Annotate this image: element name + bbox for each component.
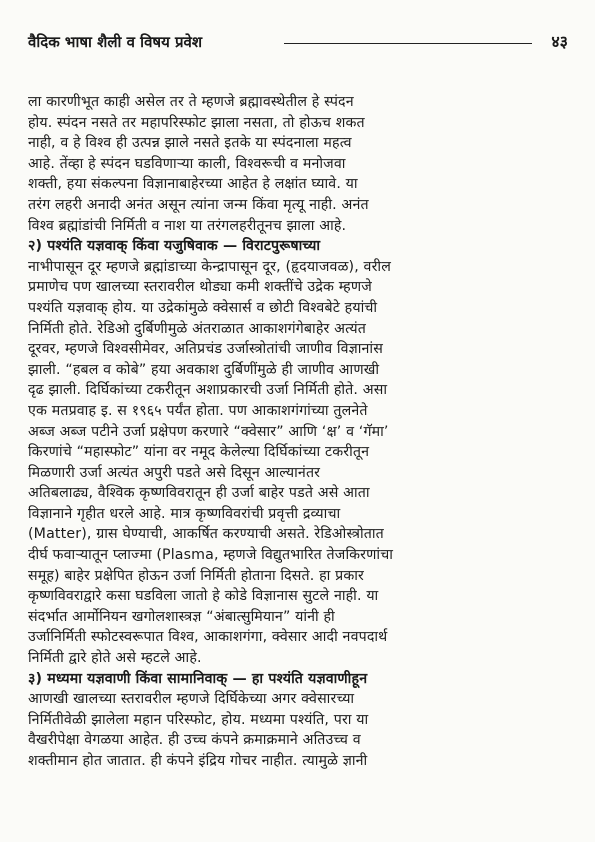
- text-line: एक मतप्रवाह इ. स १९६५ पर्यंत होता. पण आकाशगंगांच्या तुलनेते: [28, 402, 368, 419]
- text-line: झाली. “हबल व कोबे” हया अवकाश दुर्बिणींमुळे ही जाणीव आणखी: [28, 361, 380, 378]
- text-line: आणखी खालच्या स्तरावरील म्हणजे दिर्घिकेच्या अगर क्वेसारच्या: [28, 691, 355, 708]
- text-line: आहे. तेंव्हा हे स्पंदन घडविणाऱ्या काली, विश्वरूची व मनोजवा: [28, 155, 346, 172]
- running-title: वैदिक भाषा शैली व विषय प्रवेश: [28, 33, 203, 51]
- text-line: दृढ झाली. दिर्घिकांच्या टकरीतून अशाप्रकारची उर्जा निर्मिती होते. असा: [28, 382, 388, 399]
- text-line: दीर्घ फवाऱ्यातून प्लाज्मा (Plasma, म्हणजे विद्युतभारित तेजकिरणांचा: [28, 547, 394, 564]
- text-line: तरंग लहरी अनादी अनंत असून त्यांना जन्म किंवा मृत्यू नाही. अनंत: [28, 196, 369, 213]
- text-line: मिळणारी उर्जा अत्यंत अपुरी पडते असे दिसून आल्यानंतर: [28, 464, 321, 481]
- text-line: शक्ती, हया संकल्पना विज्ञानाबाहेरच्या आहेत हे लक्षांत घ्यावे. या: [28, 176, 358, 193]
- text-line: नाभीपासून दूर म्हणजे ब्रह्मांडाच्या केन्द्रापासून दूर, (हृदयाजवळ), वरील: [28, 258, 391, 275]
- section-heading-madhyama: ३) मध्यमा यज्ञवाणी किंवा सामानिवाक् — हा पश्यंति यज्ञवाणीहून: [28, 670, 368, 687]
- text-line: उर्जानिर्मिती स्फोटस्वरूपात विश्व, आकाशगंगा, क्वेसार आदी नवपदार्थ: [28, 629, 388, 646]
- text-line: निर्मिती द्वारे होते असे म्हटले आहे.: [28, 650, 202, 667]
- text-line: (Matter), ग्रास घेण्याची, आकर्षित करण्याची असते. रेडिओस्त्रोतात: [28, 526, 384, 543]
- page-header: [28, 30, 568, 54]
- body-text: [28, 92, 566, 772]
- text-line: अब्ज अब्ज पटीने उर्जा प्रक्षेपण करणारे “क्वेसार” आणि ‘क्ष’ व ‘गॅमा’: [28, 423, 389, 440]
- text-line: शक्तीमान होत जातात. ही कंपने इंद्रिय गोचर नाहीत. त्यामुळे ज्ञानी: [28, 753, 368, 769]
- text-line: संदर्भात आर्मोनियन खगोलशास्त्रज्ञ “अंबात्सुमियान” यांनी ही: [28, 608, 335, 625]
- text-line: कृष्णविवराद्वारे कसा घडविला जातो हे कोडे विज्ञानास सुटले नाही. या: [28, 588, 379, 605]
- text-line: प्रमाणेच पण खालच्या स्तरावरील थोड्या कमी शक्तींचे उद्रेक म्हणजे: [28, 279, 372, 296]
- section-heading-pashyanti: २) पश्यंति यज्ञवाक् किंवा यजुषिवाक — विराटपुरूषाच्या: [28, 238, 321, 255]
- text-line: दूरवर, म्हणजे विश्वसीमेवर, अतिप्रचंड उर्जास्त्रोतांची जाणीव विज्ञानांस: [28, 341, 383, 358]
- text-line: अतिबलाढ्य, वैश्विक कृष्णविवरातून ही उर्जा बाहेर पडते असे आता: [28, 485, 370, 502]
- text-line: समूह) बाहेर प्रक्षेपित होऊन उर्जा निर्मिती होताना दिसते. हा प्रकार: [28, 567, 364, 584]
- text-line: होय. स्पंदन नसते तर महापरिस्फोट झाला नसता, तो होऊच शकत: [28, 114, 365, 131]
- page-number: ४३: [551, 32, 568, 51]
- text-line: नाही, व हे विश्व ही उत्पन्न झाले नसते इतके या स्पंदनाला महत्व: [28, 135, 352, 152]
- text-line: विश्व ब्रह्मांडांची निर्मिती व नाश या तरंगलहरीतूनच झाला आहे.: [28, 217, 347, 234]
- text-line: वैखरीपेक्षा वेगळया आहेत. ही उच्च कंपने क्रमाक्रमाने अतिउच्च व: [28, 732, 361, 749]
- text-line: विज्ञानाने गृहीत धरले आहे. मात्र कृष्णविवरांची प्रवृत्ती द्रव्याचा: [28, 505, 341, 522]
- text-line: निर्मिती होते. रेडिओ दुर्बिणीमुळे अंतराळात आकाशगंगेबाहेर अत्यंत: [28, 320, 366, 337]
- text-line: निर्मितीवेळी झालेला महान परिस्फोट, होय. मध्यमा पश्यंति, परा या: [28, 711, 369, 728]
- text-line: किरणांचे “महास्फोट” यांना वर नमूद केलेल्या दिर्घिकांच्या टकरीतून: [28, 444, 370, 461]
- header-rule: [284, 43, 532, 44]
- text-line: पश्यंति यज्ञवाक् होय. या उद्रेकांमुळे क्वेसार्स व छोटी विश्वबेटे हयांची: [28, 299, 378, 316]
- text-line: ला कारणीभूत काही असेल तर ते म्हणजे ब्रह्मावस्थेतील हे स्पंदन: [28, 94, 354, 110]
